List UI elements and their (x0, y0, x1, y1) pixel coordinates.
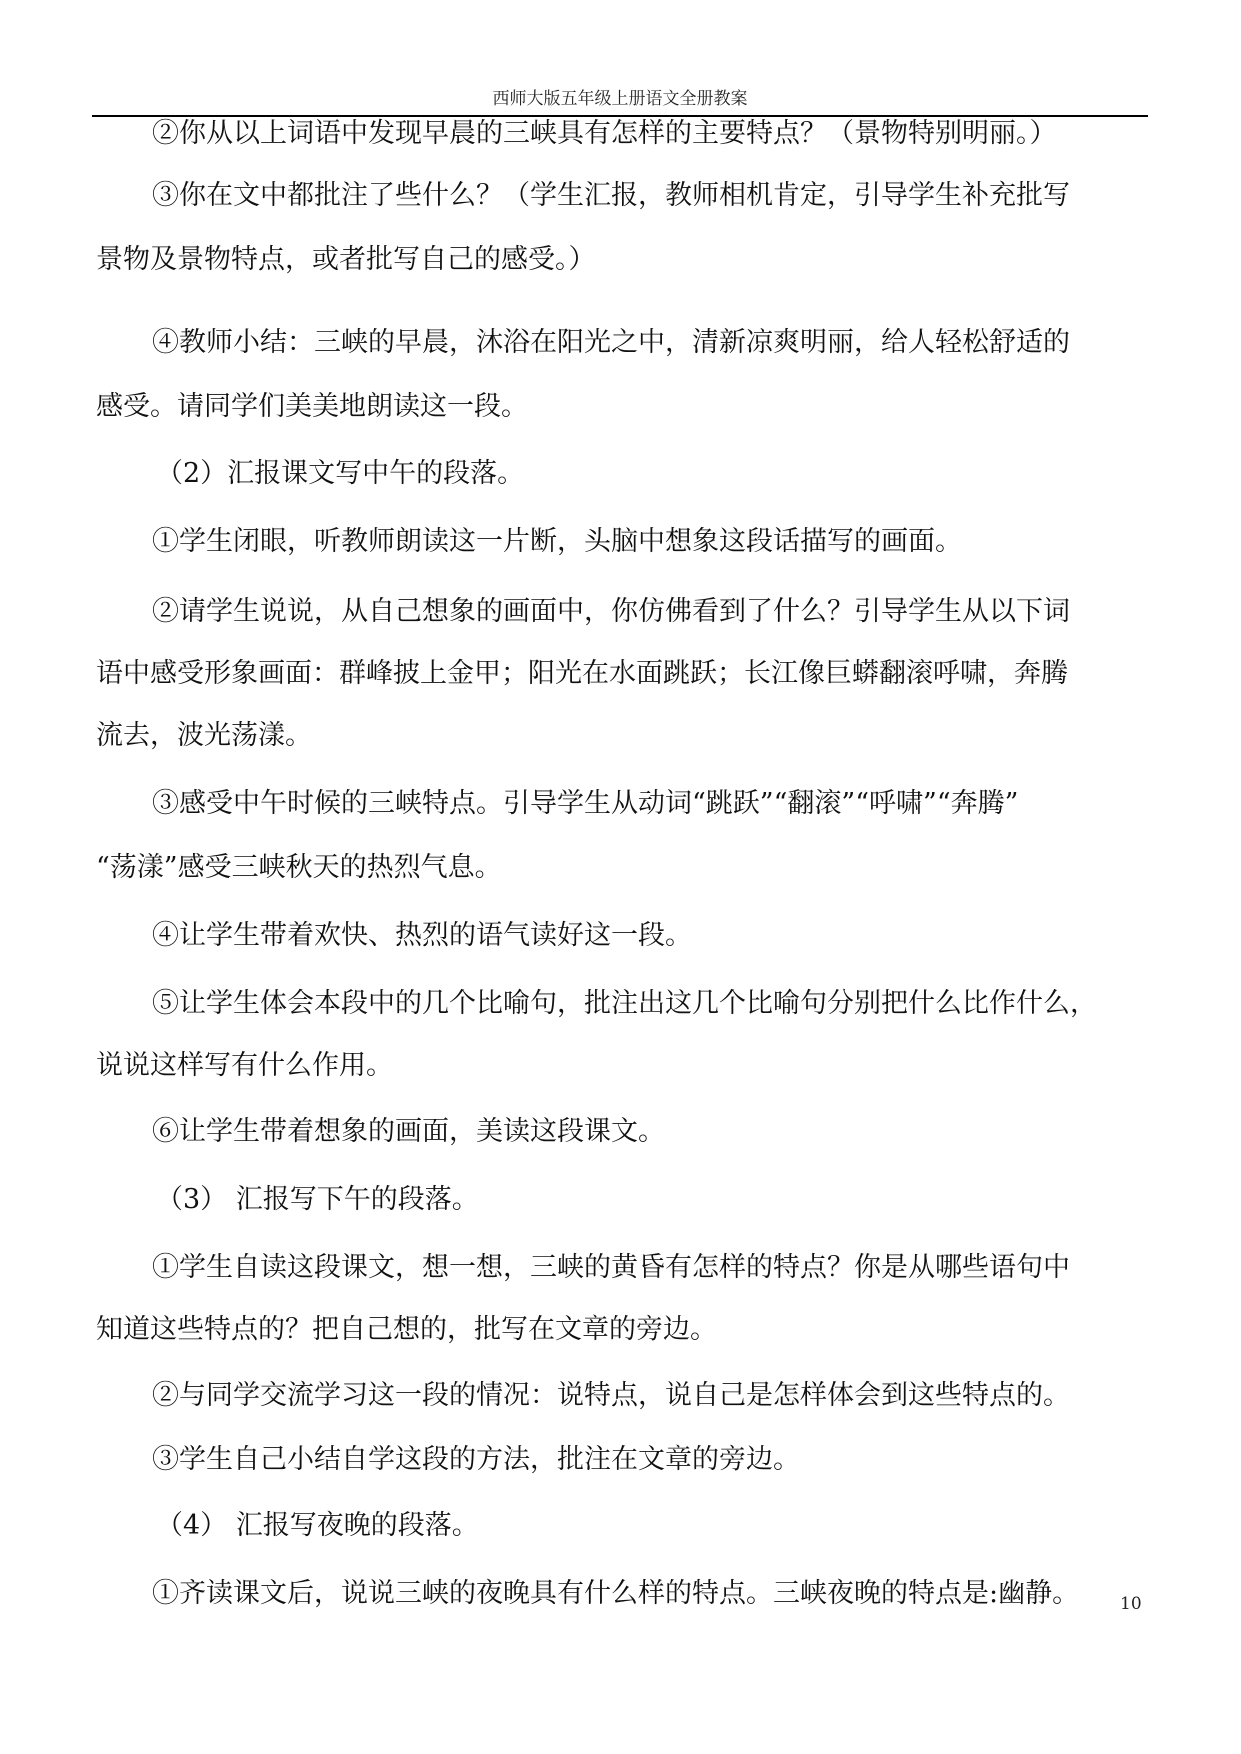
text-line: ①学生闭眼，听教师朗读这一片断，头脑中想象这段话描写的画面。 (152, 526, 962, 557)
page-number: 10 (1120, 1594, 1142, 1614)
text-line: ③你在文中都批注了些什么？（学生汇报，教师相机肯定，引导学生补充批写 (152, 180, 1070, 211)
text-line: 感受。请同学们美美地朗读这一段。 (96, 391, 528, 422)
text-line: ②你从以上词语中发现早晨的三峡具有怎样的主要特点？（景物特别明丽。） (152, 118, 1057, 149)
text-line: ⑥让学生带着想象的画面，美读这段课文。 (152, 1116, 665, 1147)
text-line: ②请学生说说，从自己想象的画面中，你仿佛看到了什么？引导学生从以下词 (152, 596, 1070, 627)
text-line: （2）汇报课文写中午的段落。 (156, 458, 525, 489)
text-line: ①齐读课文后，说说三峡的夜晚具有什么样的特点。三峡夜晚的特点是:幽静。 (152, 1578, 1080, 1609)
text-line: ⑤让学生体会本段中的几个比喻句，批注出这几个比喻句分别把什么比作什么， (152, 988, 1097, 1019)
text-line: ③学生自己小结自学这段的方法，批注在文章的旁边。 (152, 1444, 800, 1475)
text-line: ①学生自读这段课文，想一想，三峡的黄昏有怎样的特点？你是从哪些语句中 (152, 1252, 1070, 1283)
text-line: ③感受中午时候的三峡特点。引导学生从动词“跳跃”“翻滚”“呼啸”“奔腾” (152, 788, 1019, 819)
text-line: （4） 汇报写夜晚的段落。 (156, 1510, 479, 1541)
text-line: ④教师小结：三峡的早晨，沐浴在阳光之中，清新凉爽明丽，给人轻松舒适的 (152, 327, 1070, 358)
text-line: 流去，波光荡漾。 (96, 720, 312, 751)
text-line: ④让学生带着欢快、热烈的语气读好这一段。 (152, 920, 692, 951)
text-line: “荡漾”感受三峡秋天的热烈气息。 (96, 852, 502, 883)
text-line: （3） 汇报写下午的段落。 (156, 1184, 479, 1215)
text-line: 语中感受形象画面：群峰披上金甲；阳光在水面跳跃；长江像巨蟒翻滚呼啸，奔腾 (96, 658, 1068, 689)
page-header-title: 西师大版五年级上册语文全册教案 (492, 89, 748, 109)
text-line: ②与同学交流学习这一段的情况：说特点，说自己是怎样体会到这些特点的。 (152, 1380, 1070, 1411)
text-line: 说说这样写有什么作用。 (96, 1050, 393, 1081)
text-line: 景物及景物特点，或者批写自己的感受。） (96, 244, 596, 275)
text-line: 知道这些特点的？把自己想的，批写在文章的旁边。 (96, 1314, 717, 1345)
